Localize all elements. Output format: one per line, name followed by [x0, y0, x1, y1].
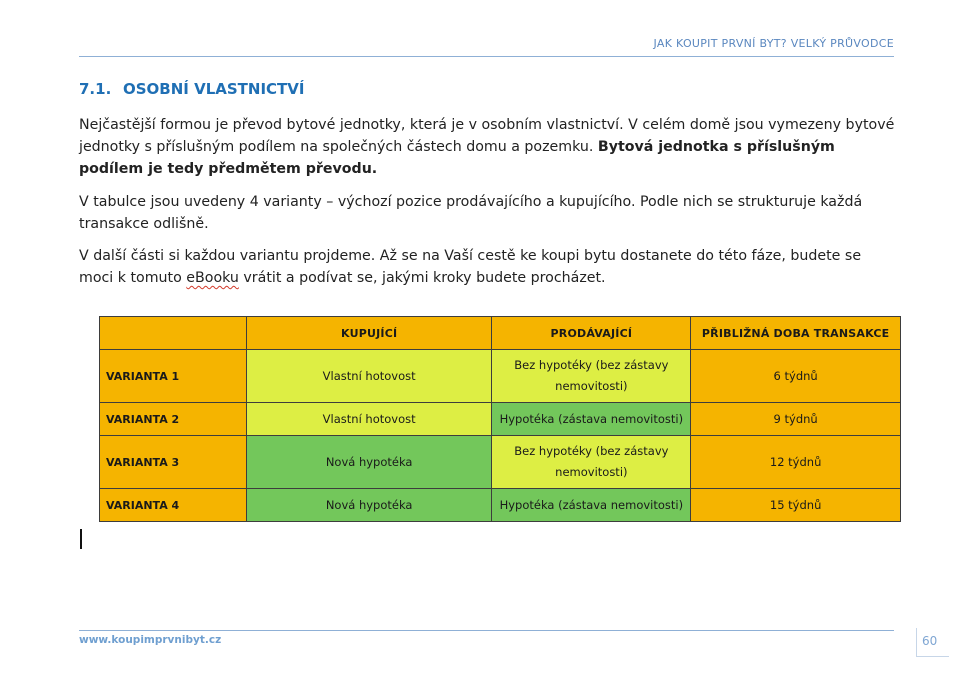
footer-divider	[79, 630, 894, 631]
seller-cell: Hypotéka (zástava nemovitosti)	[492, 403, 691, 436]
variant-label: VARIANTA 4	[100, 489, 247, 522]
section-number: 7.1.	[79, 80, 112, 98]
variant-label: VARIANTA 1	[100, 350, 247, 403]
paragraph-1-text: Nejčastější formou je převod bytové jednotky, která je v osobním vlastnictví. V celém domě jsou vymezeny bytové jednotky s příslušným podílem na společných částech domu a pozemku.	[79, 117, 895, 155]
variant-label: VARIANTA 3	[100, 436, 247, 489]
duration-cell: 12 týdnů	[691, 436, 901, 489]
buyer-cell: Vlastní hotovost	[246, 350, 492, 403]
section-heading	[79, 80, 304, 98]
seller-cell: Hypotéka (zástava nemovitosti)	[492, 489, 691, 522]
paragraph-3	[79, 245, 895, 289]
table-row	[100, 436, 901, 489]
variant-label: VARIANTA 2	[100, 403, 247, 436]
duration-cell: 6 týdnů	[691, 350, 901, 403]
seller-cell: Bez hypotéky (bez zástavy nemovitosti)	[492, 350, 691, 403]
paragraph-1-bold: Bytová jednotka s příslušným podílem je tedy předmětem převodu.	[79, 139, 835, 177]
paragraph-1	[79, 114, 895, 180]
table-row	[100, 489, 901, 522]
table-header-seller: PRODÁVAJÍCÍ	[492, 317, 691, 350]
paragraph-2: V tabulce jsou uvedeny 4 varianty – výchozí pozice prodávajícího a kupujícího. Podle nich se strukturuje každá transakce odlišně.	[79, 194, 863, 232]
table-row	[100, 403, 901, 436]
footer-url[interactable]: www.koupimprvnibyt.cz	[79, 634, 222, 646]
paragraph-3-text-a: V další části si každou variantu projdeme. Až se na Vaší cestě ke koupi bytu dostanete do této fáze, budete se moci k tomuto	[79, 248, 862, 286]
table-header-buyer: KUPUJÍCÍ	[246, 317, 492, 350]
buyer-cell: Vlastní hotovost	[246, 403, 492, 436]
buyer-cell: Nová hypotéka	[246, 436, 492, 489]
seller-cell: Bez hypotéky (bez zástavy nemovitosti)	[492, 436, 691, 489]
table-header-blank	[100, 317, 247, 350]
table-header-row	[100, 317, 901, 350]
duration-cell: 15 týdnů	[691, 489, 901, 522]
table-row	[100, 350, 901, 403]
variants-table	[99, 316, 901, 522]
spellcheck-flagged-word[interactable]: eBooku	[186, 270, 239, 286]
section-title: OSOBNÍ VLASTNICTVÍ	[123, 80, 305, 98]
header-divider	[79, 56, 894, 57]
running-header: JAK KOUPIT PRVNÍ BYT? VELKÝ PRŮVODCE	[653, 37, 894, 50]
buyer-cell: Nová hypotéka	[246, 489, 492, 522]
duration-cell: 9 týdnů	[691, 403, 901, 436]
text-cursor[interactable]	[80, 529, 82, 549]
page-number: 60	[922, 634, 938, 648]
paragraph-3-text-b: vrátit a podívat se, jakými kroky budete procházet.	[238, 270, 606, 286]
table-header-duration: PŘIBLIŽNÁ DOBA TRANSAKCE	[691, 317, 901, 350]
